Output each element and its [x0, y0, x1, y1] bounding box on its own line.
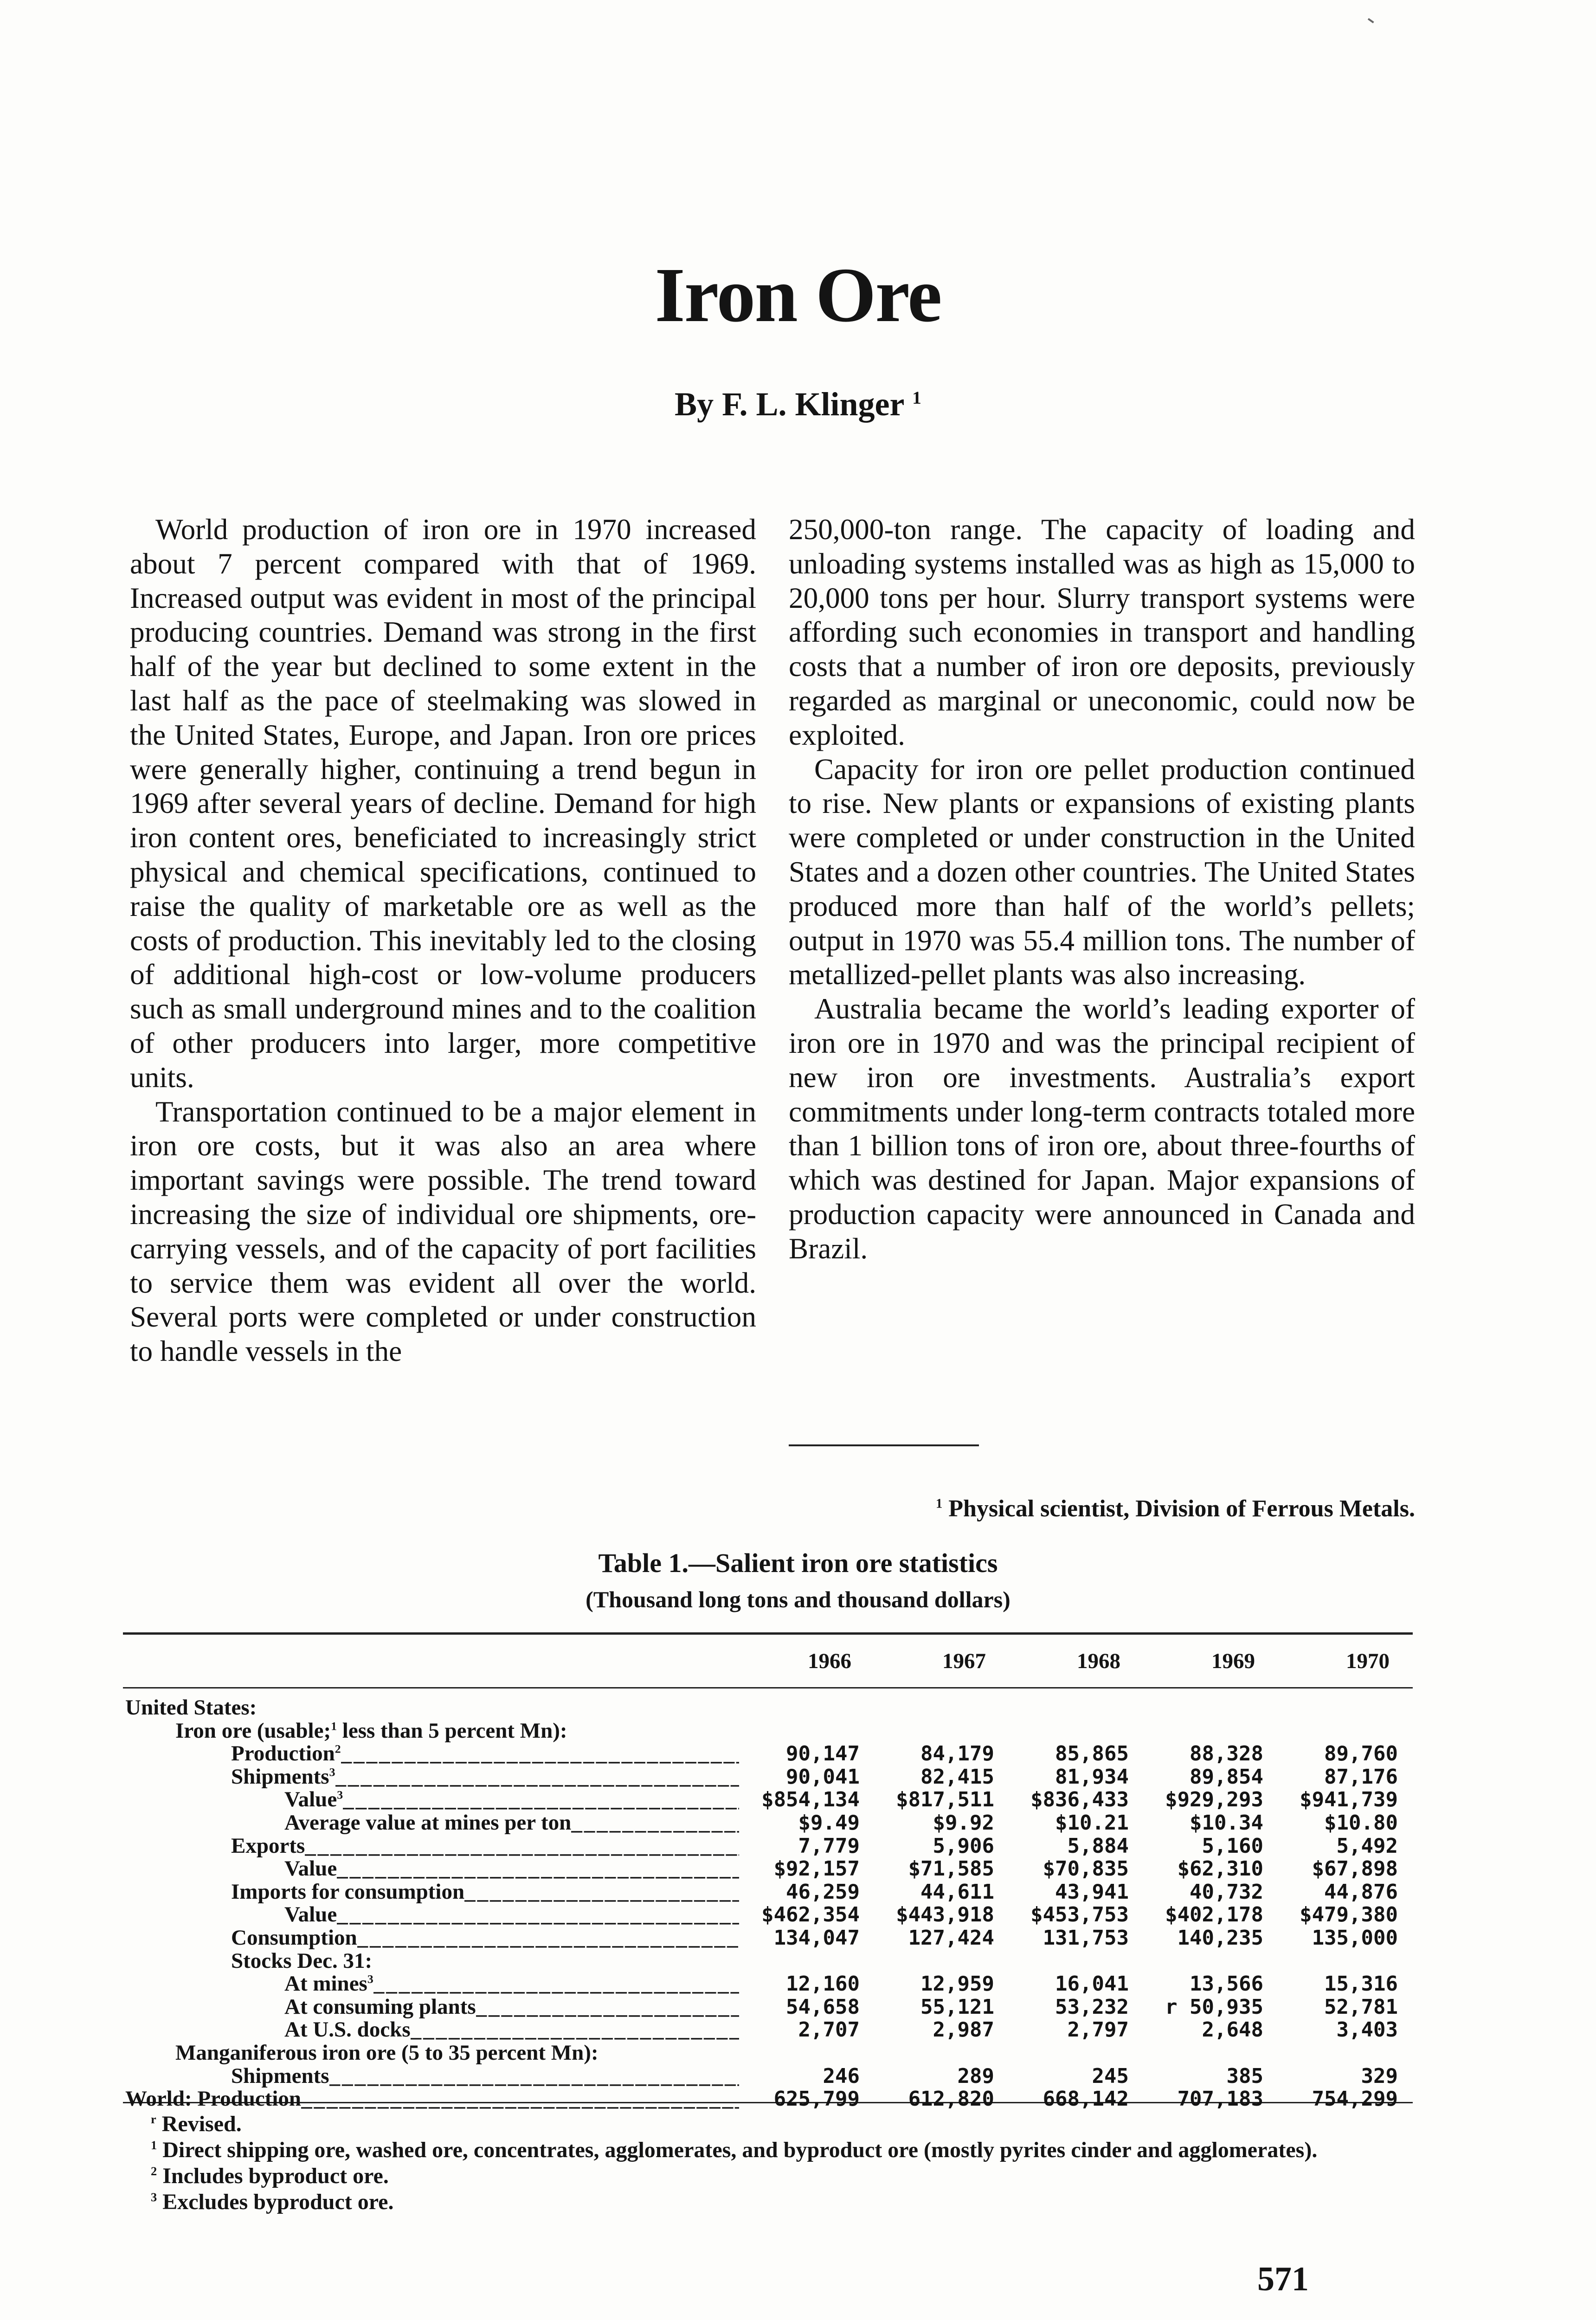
value-cell: 754,299: [1312, 2088, 1398, 2111]
row-footnote-marker: 3: [329, 1765, 335, 1779]
value-cell: 2,987: [933, 2018, 994, 2042]
value-cell: 2,797: [1067, 2018, 1129, 2042]
table-footnote-text: Excludes byproduct ore.: [162, 2190, 394, 2214]
row-label: [175, 2042, 598, 2065]
row-label-text: Stocks Dec. 31:: [231, 1949, 373, 1973]
value-cell: 245: [1092, 2064, 1129, 2088]
row-label: [125, 1696, 257, 1720]
value-cell: $10.34: [1190, 1811, 1263, 1835]
row-label-text: Production: [231, 1742, 335, 1766]
row-label-text: Shipments: [231, 2064, 329, 2088]
row-label-cell: [124, 1996, 739, 2019]
value-cell: 43,941: [1055, 1880, 1129, 1904]
row-label: [231, 2065, 329, 2088]
value-cell: [1277, 2042, 1412, 2065]
value-cell: 329: [1361, 2064, 1398, 2088]
value-cell: $836,433: [1030, 1788, 1129, 1811]
value-cell: $929,293: [1165, 1788, 1263, 1811]
row-label-cell: [124, 1903, 739, 1927]
row-label-cell: [124, 1788, 739, 1811]
dot-leader: [411, 2018, 739, 2042]
value-cell: [739, 1720, 874, 1743]
row-label: [284, 2018, 411, 2042]
row-label-text: Imports for consumption: [231, 1880, 465, 1904]
dot-leader: [337, 1857, 739, 1881]
row-label: [125, 2088, 301, 2111]
table-row: [124, 1950, 1412, 1973]
value-cell: 40,732: [1190, 1880, 1263, 1904]
value-cell: $70,835: [1043, 1857, 1129, 1881]
value-cell: [1008, 1696, 1143, 1720]
row-label: [231, 1835, 305, 1858]
byline: [0, 385, 1596, 424]
value-cell: $67,898: [1312, 1857, 1398, 1881]
value-cell: $10.80: [1324, 1811, 1398, 1835]
row-label-cell: [124, 1857, 739, 1881]
value-cell: 44,611: [920, 1880, 994, 1904]
value-cell: [1143, 1720, 1277, 1743]
value-cell: [1277, 1950, 1412, 1973]
row-label: [231, 1766, 335, 1789]
row-label-cell: [124, 1720, 739, 1743]
value-cell: $462,354: [761, 1903, 860, 1927]
left-column: [130, 513, 756, 1369]
table-row: [124, 1766, 1412, 1789]
value-cell: 707,183: [1177, 2088, 1263, 2111]
value-cell: 54,658: [786, 1995, 860, 2019]
value-cell: [1277, 1720, 1412, 1743]
row-label-cell: [124, 1927, 739, 1950]
year-header: 1966: [808, 1649, 851, 1673]
header-blank: [124, 1634, 739, 1688]
value-cell: $9.49: [798, 1811, 860, 1835]
value-cell: 612,820: [908, 2088, 994, 2111]
row-label: [231, 1881, 464, 1904]
value-cell: 15,316: [1324, 1972, 1398, 1996]
value-cell: 625,799: [773, 2088, 860, 2111]
scan-mark: [1366, 18, 1374, 26]
table-row: [124, 1720, 1412, 1743]
value-cell: [1143, 2042, 1277, 2065]
table-row: [124, 1835, 1412, 1858]
table-footnote: [123, 2137, 1413, 2163]
value-cell: 5,160: [1202, 1834, 1263, 1858]
table-row: [124, 1972, 1412, 1996]
value-cell: [739, 1696, 874, 1720]
table-row: [124, 1881, 1412, 1904]
right-column: [789, 513, 1415, 1266]
value-cell: [739, 2042, 874, 2065]
value-cell: 52,781: [1324, 1995, 1398, 2019]
table-row: [124, 1788, 1412, 1811]
header-spacer: [124, 1688, 1412, 1696]
paragraph: Transportation continued to be a major element in iron ore costs, but it was also an area where important savings were possible. The trend toward increasing the size of individual ore shipments, ore-carrying vessels, and of the capacity of port facilities to service them was evident all over the world. Several ports were completed or under construction to handle vessels in the: [130, 1095, 756, 1368]
value-cell: $817,511: [896, 1788, 994, 1811]
row-label-text: Consumption: [231, 1926, 357, 1950]
dot-leader: [476, 1996, 739, 2019]
row-label-cell: [124, 1811, 739, 1835]
value-cell: 2,648: [1202, 2018, 1263, 2042]
table-footnote-text: Revised.: [161, 2112, 242, 2136]
value-cell: 89,760: [1324, 1742, 1398, 1766]
row-label-cell: [124, 1742, 739, 1766]
value-cell: 85,865: [1055, 1742, 1129, 1766]
table-footnotes: [123, 2111, 1413, 2215]
table-row: [124, 1811, 1412, 1835]
value-cell: 140,235: [1177, 1926, 1263, 1950]
value-cell: 89,854: [1190, 1765, 1263, 1789]
paragraph: World production of iron ore in 1970 increased about 7 percent compared with that of 1969. Increased output was evident in most of the principal producing countries. Demand was strong in the first half of the year but declined to some extent in the last half as the pace of steelmaking was slowed in the United States, Europe, and Japan. Iron ore prices were generally higher, continuing a trend begun in 1969 after several years of decline. Demand for high iron content ores, beneficiated to increasingly strict physical and chemical specifications, continued to raise the quality of marketable ore as well as the costs of production. This inevitably led to the closing of additional high-cost or low-volume producers such as small underground mines and to the coalition of other producers into larger, more competitive units.: [130, 513, 756, 1094]
row-label-text: World: Production: [125, 2088, 302, 2111]
page-number: 571: [1257, 2260, 1309, 2298]
row-label-text: Exports: [231, 1834, 305, 1858]
value-cell: 81,934: [1055, 1765, 1129, 1789]
author-footnote-marker: 1: [935, 1496, 943, 1511]
row-label: [284, 1811, 571, 1835]
row-label-cell: [124, 2042, 739, 2065]
table-row: [124, 2065, 1412, 2088]
value-cell: 668,142: [1043, 2088, 1129, 2111]
footnote-divider: [789, 1444, 979, 1446]
value-cell: [1277, 1696, 1412, 1720]
table-row: [124, 1742, 1412, 1766]
value-cell: 131,753: [1043, 1926, 1129, 1950]
row-label-cell: [124, 2065, 739, 2088]
row-label-text: Value: [284, 1788, 337, 1811]
value-cell: [874, 1720, 1008, 1743]
value-cell: $941,739: [1300, 1788, 1398, 1811]
row-label-cell: [124, 1696, 739, 1720]
value-cell: 7,779: [798, 1834, 860, 1858]
value-cell: 53,232: [1055, 1995, 1129, 2019]
value-cell: 385: [1226, 2064, 1263, 2088]
row-label-text: At mines: [284, 1972, 367, 1996]
row-label-text: At consuming plants: [284, 1995, 476, 2019]
row-label-text: Value: [284, 1903, 337, 1927]
row-label-cell: [124, 1972, 739, 1996]
row-label-text: United States:: [125, 1696, 257, 1720]
dot-leader: [341, 1742, 739, 1766]
row-label: [284, 1788, 343, 1811]
value-cell: 12,160: [786, 1972, 860, 1996]
value-cell: [1143, 1950, 1277, 1973]
value-cell: $854,134: [761, 1788, 860, 1811]
value-cell: 289: [957, 2064, 994, 2088]
value-cell: $402,178: [1165, 1903, 1263, 1927]
value-cell: [874, 1696, 1008, 1720]
table-subtitle: (Thousand long tons and thousand dollars): [586, 1586, 1010, 1612]
value-cell: [1008, 1950, 1143, 1973]
value-cell: [739, 1950, 874, 1973]
value-cell: $10.21: [1055, 1811, 1129, 1835]
row-label-cell: [124, 2018, 739, 2042]
value-cell: 88,328: [1190, 1742, 1263, 1766]
dot-leader: [464, 1881, 739, 1904]
year-header: 1970: [1346, 1649, 1390, 1673]
author-footnote: [789, 1495, 1415, 1522]
table-footnote-text: Includes byproduct ore.: [162, 2164, 389, 2188]
table-footnote: [123, 2163, 1413, 2189]
value-cell: $62,310: [1177, 1857, 1263, 1881]
value-cell: 82,415: [920, 1765, 994, 1789]
table-title: Table 1.—Salient iron ore statistics: [598, 1548, 998, 1578]
row-label-text: Average value at mines per ton: [284, 1811, 572, 1835]
dot-leader: [305, 1835, 739, 1858]
value-cell: 46,259: [786, 1880, 860, 1904]
salient-statistics-table: [124, 1634, 1412, 2111]
table-footnote-marker: 3: [151, 2190, 157, 2204]
paragraph: Australia became the world’s leading exporter of iron ore in 1970 and was the principal recipient of new iron ore investments. Australia’s export commitments under long-term contracts totaled more than 1 billion tons of iron ore, about three-fourths of which was destined for Japan. Major expansions of production capacity were announced in Canada and Brazil.: [789, 992, 1415, 1265]
row-label: [284, 1972, 373, 1996]
value-cell: 87,176: [1324, 1765, 1398, 1789]
row-footnote-marker: 3: [337, 1788, 343, 1802]
table-row: [124, 1996, 1412, 2019]
row-label: [231, 1950, 372, 1973]
value-cell: 55,121: [920, 1995, 994, 2019]
table-row: [124, 1696, 1412, 1720]
row-label-cell: [124, 2088, 739, 2111]
row-footnote-marker: 1: [331, 1719, 337, 1733]
dot-leader: [301, 2088, 739, 2111]
year-header: 1967: [942, 1649, 986, 1673]
row-label-text: Shipments: [231, 1765, 329, 1789]
value-cell: [1008, 2042, 1143, 2065]
value-cell: 5,884: [1067, 1834, 1129, 1858]
dot-leader: [337, 1903, 739, 1927]
value-cell: $92,157: [773, 1857, 860, 1881]
row-label-cell: [124, 1950, 739, 1973]
table-footnote-text: Direct shipping ore, washed ore, concentrates, agglomerates, and byproduct ore (mostly pyrites cinder and agglomerates).: [162, 2138, 1318, 2162]
table-row: [124, 1927, 1412, 1950]
row-label-tail: less than 5 percent Mn):: [337, 1719, 567, 1743]
value-cell: 12,959: [920, 1972, 994, 1996]
value-cell: 84,179: [920, 1742, 994, 1766]
table-footnote-marker: 1: [151, 2138, 157, 2152]
table-row: [124, 2088, 1412, 2111]
value-cell: $453,753: [1030, 1903, 1129, 1927]
row-label-cell: [124, 1835, 739, 1858]
table-row: [124, 2042, 1412, 2065]
row-footnote-marker: 3: [367, 1972, 373, 1986]
dot-leader: [329, 2065, 739, 2088]
table-row: [124, 1903, 1412, 1927]
value-cell: [1008, 1720, 1143, 1743]
dot-leader: [335, 1766, 740, 1789]
byline-footnote-marker: 1: [912, 387, 921, 408]
row-label-text: Value: [284, 1857, 337, 1881]
row-label-text: Manganiferous iron ore (5 to 35 percent Mn):: [175, 2041, 598, 2065]
value-cell: $9.92: [933, 1811, 994, 1835]
row-footnote-marker: 2: [335, 1742, 341, 1756]
value-cell: 134,047: [773, 1926, 860, 1950]
table-row: [124, 1857, 1412, 1881]
table-footnote: [123, 2111, 1413, 2137]
row-label: [284, 1857, 337, 1881]
value-cell: $71,585: [908, 1857, 994, 1881]
value-cell: 16,041: [1055, 1972, 1129, 1996]
value-cell: 3,403: [1336, 2018, 1398, 2042]
value-cell: [1143, 1696, 1277, 1720]
value-cell: 135,000: [1312, 1926, 1398, 1950]
value-cell: 246: [823, 2064, 860, 2088]
table-header-row: [124, 1634, 1412, 1688]
year-header: 1969: [1211, 1649, 1255, 1673]
row-label-cell: [124, 1766, 739, 1789]
dot-leader: [343, 1788, 739, 1811]
value-cell: 90,147: [786, 1742, 860, 1766]
value-cell: r 50,935: [1165, 1995, 1263, 2019]
row-label-text: At U.S. docks: [284, 2018, 411, 2042]
value-cell: 90,041: [786, 1765, 860, 1789]
table-footnote-marker: r: [151, 2112, 156, 2126]
row-label: [284, 1996, 476, 2019]
dot-leader: [357, 1927, 739, 1950]
value-cell: $479,380: [1300, 1903, 1398, 1927]
row-label: [175, 1720, 567, 1743]
value-cell: 2,707: [798, 2018, 860, 2042]
paragraph: Capacity for iron ore pellet production continued to rise. New plants or expansions of existing plants were completed or under construction in the United States and a dozen other countries. The United States produced more than half of the world’s pellets; output in 1970 was 55.4 million tons. The number of metallized-pellet plants was also increasing.: [789, 753, 1415, 991]
paragraph-continuation: 250,000-ton range. The capacity of loading and unloading systems installed was as high as 15,000 to 20,000 tons per hour. Slurry transport systems were affording such economies in transport and handling costs that a number of iron ore deposits, previously regarded as marginal or uneconomic, could now be exploited.: [789, 513, 1415, 751]
table-row: [124, 2018, 1412, 2042]
value-cell: 13,566: [1190, 1972, 1263, 1996]
value-cell: 5,906: [933, 1834, 994, 1858]
value-cell: 5,492: [1336, 1834, 1398, 1858]
row-label-cell: [124, 1881, 739, 1904]
author-footnote-text: Physical scientist, Division of Ferrous Metals.: [948, 1495, 1415, 1522]
value-cell: [874, 1950, 1008, 1973]
value-cell: 44,876: [1324, 1880, 1398, 1904]
year-header: 1968: [1077, 1649, 1120, 1673]
article-title: Iron Ore: [655, 252, 941, 338]
table-footnote: [123, 2189, 1413, 2215]
row-label: [231, 1927, 357, 1950]
byline-author: By F. L. Klinger: [675, 386, 904, 423]
value-cell: $443,918: [896, 1903, 994, 1927]
row-label-text: Iron ore (usable;: [175, 1719, 331, 1743]
value-cell: 127,424: [908, 1926, 994, 1950]
table-footnote-marker: 2: [151, 2164, 157, 2178]
value-cell: [874, 2042, 1008, 2065]
row-label: [231, 1742, 341, 1766]
row-label: [284, 1903, 337, 1927]
dot-leader: [571, 1811, 739, 1835]
dot-leader: [373, 1972, 739, 1996]
